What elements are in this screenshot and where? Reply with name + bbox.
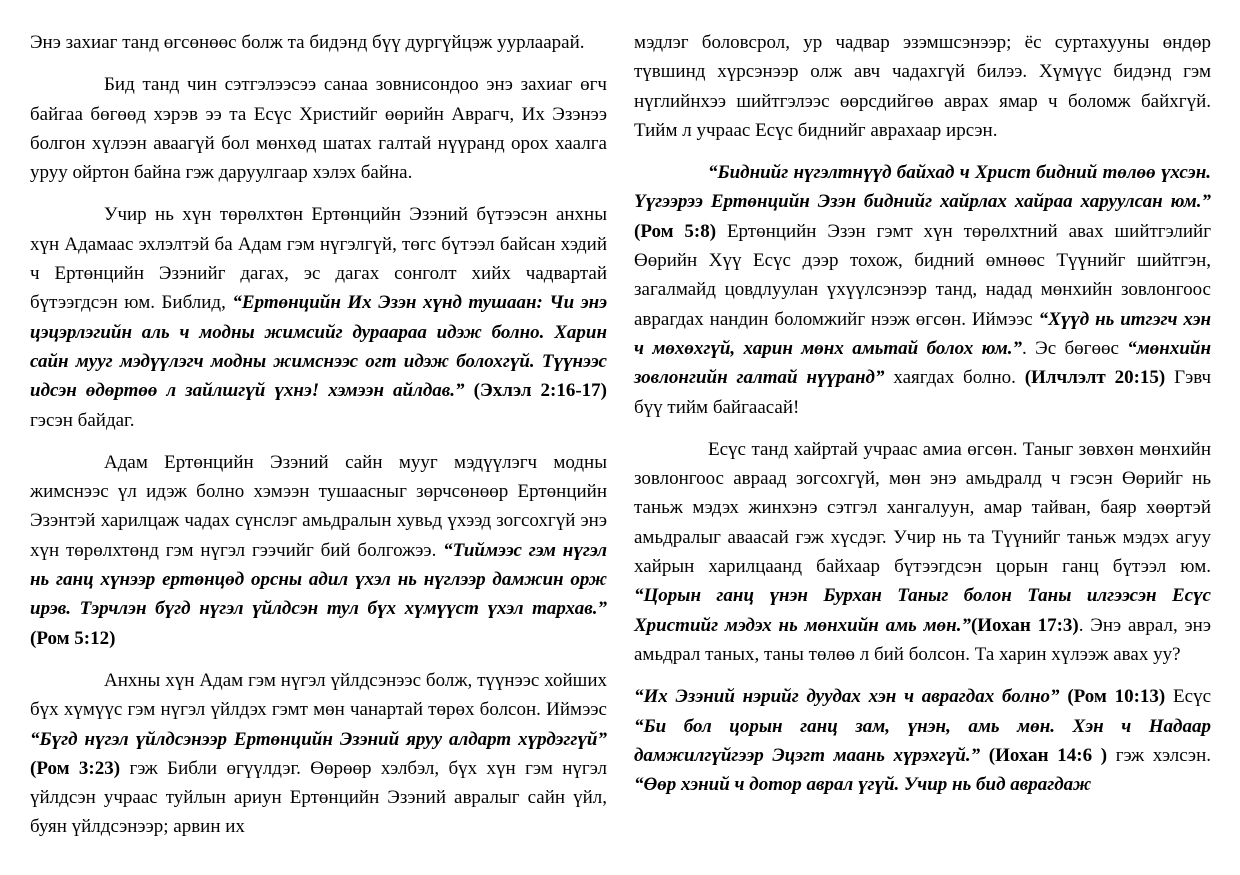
scripture-reference: (Ром 3:23)	[30, 757, 121, 779]
paragraph-text: . Энэ аврал, энэ амьдрал таных, таны төлөө л бий болсон. Та харин хүлээж авах уу?	[634, 614, 1211, 665]
paragraph-text: Учир нь хүн төрөлхтөн Ертөнцийн Эзэний бүтээсэн анхны хүн Адамаас эхлэлтэй ба Адам гэм нүгэлгүй, төгс бүтээл байсан хэдий ч Ертөнцийн Эзэнийг дагах, эс дагах сонголт хийх чадвартай бүтээгдсэн юм. Библид,	[30, 204, 607, 314]
paragraph-text: хаягдах болно.	[893, 367, 1016, 389]
paragraph	[30, 28, 607, 57]
scripture-quote: “Би бол цорын ганц зам, үнэн, амь мөн. Хэн ч Надаар дамжилгүйгээр Эцэгт маань хүрэхгүй.”	[634, 715, 1211, 766]
scripture-quote: “Хүүд нь итгэгч хэн ч мөхөхгүй, харин мөнх амьтай болох юм.”	[634, 308, 1212, 359]
scripture-quote: “Ертөнцийн Их Эзэн хүнд тушаан: Чи энэ цэцэрлэгийн аль ч модны жимсийг дураараа идэж болно. Харин сайн мууг мэдүүлэгч модны жимснээс огт идэж болохгүй. Түүнээс идсэн өдөртөө л зайлшгүй үхнэ! хэмээн айлдав.”	[30, 292, 608, 402]
paragraph-text: Анхны хүн Адам гэм нүгэл үйлдсэнээс болж, түүнээс хойших бүх хүмүүс гэм нүгэл үйлдэх гэмт мөн чанартай төрөх болсон. Иймээс	[30, 669, 607, 721]
paragraph-text: Ертөнцийн Эзэн гэмт хүн төрөлхтний авах шийтгэлийг Өөрийн Хүү Есүс дээр тохож, бидний өмнөөс Түүнийг шийтгэн, загалмайд цовдлуулан үхүүлсэнээр танд, надад мөнхийн зовлонгоос аврагдах нандин боломжийг нээж өгсөн. Иймээс	[634, 220, 1212, 330]
scripture-reference: (Эхлэл 2:16-17)	[473, 380, 608, 402]
scripture-quote: “мөнхийн зовлонгийн галтай нүүранд”	[634, 337, 1212, 389]
scripture-quote: “Цорын ганц үнэн Бурхан Таныг болон Таны илгээсэн Есүс Христийг мэдэх нь мөнхийн амь мөн.”	[634, 585, 1211, 636]
paragraph	[634, 158, 1211, 422]
paragraph-text: мэдлэг боловсрол, ур чадвар эзэмшсэнээр; ёс суртахууны өндөр түвшинд хүрсэнээр олж авч чадахгүй билээ. Хүмүүс бидэнд гэм нүглийнхээ шийтгэлээс өөрсдийгөө аврах ямар ч боломж байхгүй. Тийм л учраас Есүс биднийг аврахаар ирсэн.	[634, 32, 1211, 141]
scripture-reference: (Ром 5:8)	[634, 220, 717, 242]
scripture-reference: (Ром 5:12)	[30, 627, 116, 649]
paragraph	[30, 448, 607, 653]
paragraph	[634, 682, 1211, 799]
scripture-reference: (Илчлэлт 20:15)	[1024, 367, 1166, 389]
paragraph-text: Энэ захиаг танд өгсөнөөс болж та бидэнд бүү дургүйцэж уурлаарай.	[30, 32, 585, 53]
paragraph	[30, 70, 607, 187]
paragraph-text: гэсэн байдаг.	[30, 409, 135, 431]
paragraph	[30, 200, 607, 434]
scripture-reference: (Ром 10:13)	[1067, 686, 1166, 708]
paragraph	[30, 666, 607, 842]
scripture-quote: “Тиймээс гэм нүгэл нь ганц хүнээр ертөнцөд орсны адил үхэл нь нүглээр дамжин орж ирэв. Тэрчлэн бүгд нүгэл үйлдсэн тул бүх хүмүүст үхэл тархав.”	[30, 539, 607, 620]
scripture-quote: “Бүгд нүгэл үйлдсэнээр Ертөнцийн Эзэний яруу алдарт хүрдэггүй”	[30, 728, 607, 750]
scripture-quote: “Их Эзэний нэрийг дуудах хэн ч аврагдах болно”	[634, 686, 1060, 708]
paragraph-text: Адам Ертөнцийн Эзэний сайн мууг мэдүүлэгч модны жимснээс үл идэж болно хэмээн тушаасныг зөрчсөнөөр Ертөнцийн Эзэнтэй харилцаж чадах сүнслэг амьдралын хувьд үхээд зогсохгүй энэ хүн төрөлхтөнд гэм нүгэл гээчийг бий болгожээ.	[30, 451, 607, 561]
paragraph	[634, 28, 1211, 145]
scripture-quote: “Өөр хэний ч дотор аврал үгүй. Учир нь бид аврагдаж	[634, 774, 1092, 796]
paragraph-text: . Эс бөгөөс	[1022, 337, 1119, 359]
paragraph-text: Гэвч бүү тийм байгаасай!	[634, 367, 1212, 418]
scripture-quote: “Биднийг нүгэлтнүүд байхад ч Христ бидний төлөө үхсэн. Үүгээрээ Ертөнцийн Эзэн биднийг хайрлах хайраа харуулсан юм.”	[634, 162, 1211, 213]
paragraph-text: гэж Библи өгүүлдэг. Өөрөөр хэлбэл, бүх хүн гэм нүгэл үйлдсэн учраас туйлын ариун Ертөнцийн Эзэний авралыг сайн үйл, буян үйлдсэнээр; арвин их	[30, 757, 607, 838]
right-column	[634, 28, 1211, 812]
paragraph-text: гэж хэлсэн.	[1115, 744, 1212, 766]
scripture-reference: (Иохан 17:3)	[970, 614, 1079, 636]
paragraph-text: Есүс	[1173, 686, 1212, 708]
scripture-reference: (Иохан 14:6 )	[988, 744, 1108, 766]
paragraph-text: Есүс танд хайртай учраас амиа өгсөн. Таныг зөвхөн мөнхийн зовлонгоос авраад зогсохгүй, мөн энэ амьдралд ч гэсэн Өөрийг нь таньж мэдэх жинхэнэ сэтгэл хангалуун, амар тайван, баяр хөөртэй амьдралыг аваасай гэж хүсдэг. Учир нь та Түүнийг таньж мэдэх агуу хайрын харилцаанд байхаар бүтээгдсэн цорын ганц бүтээл юм.	[634, 438, 1211, 578]
paragraph	[634, 435, 1211, 669]
left-column	[30, 28, 607, 855]
paragraph-text: Бид танд чин сэтгэлээсээ санаа зовнисондоо энэ захиаг өгч байгаа бөгөөд хэрэв ээ та Есүс Христийг өөрийн Аврагч, Их Эзэнээ болгон хүлээн аваагүй бол мөнхөд шатах галтай нүүранд орох хаалга уруу ойртон байна гэж даруулгаар хэлэх байна.	[30, 74, 607, 184]
